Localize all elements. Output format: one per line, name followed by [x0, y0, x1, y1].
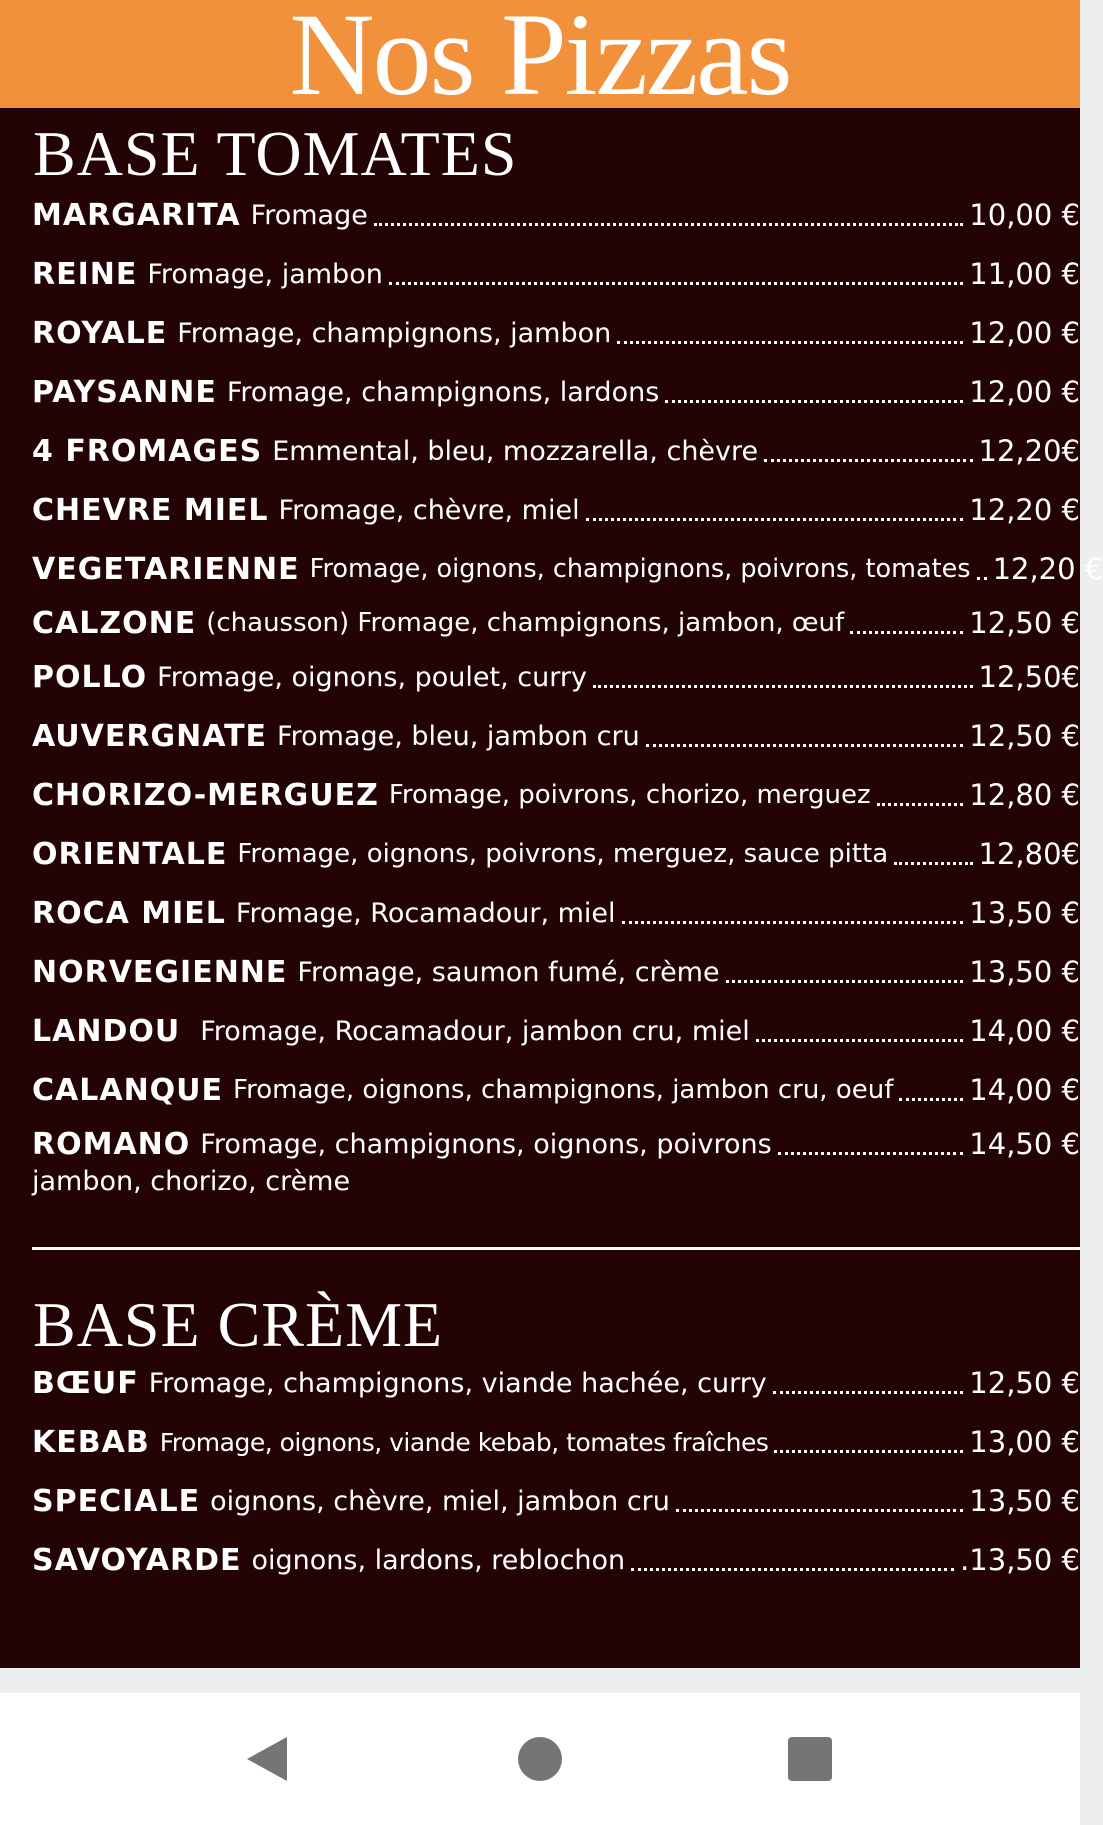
item-name: ROMANO — [32, 1126, 191, 1162]
menu-item — [32, 952, 1080, 992]
triangle-back-icon[interactable] — [241, 1733, 293, 1785]
leader-dots — [726, 980, 964, 983]
menu-item — [32, 372, 1080, 412]
section-divider — [32, 1247, 1080, 1250]
item-price: 14,50 € — [969, 1127, 1080, 1161]
item-price: 12,20 € — [969, 493, 1080, 527]
menu-item — [32, 893, 1080, 933]
item-name: REINE — [32, 256, 138, 292]
item-name: CALANQUE — [32, 1072, 224, 1108]
item-price: 13,50 € — [969, 896, 1080, 930]
leader-dots — [774, 1450, 963, 1453]
system-navigation-bar — [0, 1693, 1080, 1825]
menu-item — [32, 603, 1080, 643]
item-price: 12,50 € — [969, 606, 1080, 640]
item-description: oignons, chèvre, miel, jambon cru — [210, 1485, 670, 1517]
leader-dots — [665, 400, 963, 403]
item-name: NORVEGIENNE — [32, 954, 288, 990]
item-description: Fromage, champignons, jambon — [177, 317, 612, 349]
item-description: Fromage, jambon — [147, 258, 383, 290]
item-price: 12,50 € — [969, 1366, 1080, 1400]
item-price: 13,50 € — [969, 955, 1080, 989]
menu-item — [32, 1124, 1080, 1164]
item-description: Fromage, oignons, champignons, poivrons, tomates — [309, 554, 971, 584]
item-name: POLLO — [32, 659, 148, 695]
item-description: Fromage, Rocamadour, miel — [235, 897, 616, 929]
leader-dots — [764, 459, 972, 462]
item-description: Emmental, bleu, mozzarella, chèvre — [272, 435, 759, 467]
item-name: SPECIALE — [32, 1483, 201, 1519]
leader-dots — [877, 803, 964, 806]
item-price: .13,50 € — [960, 1543, 1080, 1577]
circle-home-icon[interactable] — [514, 1733, 566, 1785]
menu-item — [32, 490, 1080, 530]
item-description: Fromage, champignons, viande hachée, curry — [148, 1367, 767, 1399]
item-description: Fromage, chèvre, miel — [278, 494, 580, 526]
item-name: ORIENTALE — [32, 836, 228, 872]
leader-dots — [778, 1152, 964, 1155]
item-price: 13,50 € — [969, 1484, 1080, 1518]
item-name: CALZONE — [32, 605, 197, 641]
item-price: 12,20€ — [978, 434, 1080, 468]
item-name: PAYSANNE — [32, 374, 217, 410]
leader-dots — [894, 862, 972, 865]
item-description: Fromage — [250, 199, 368, 231]
item-description: Fromage, champignons, oignons, poivrons — [200, 1128, 772, 1160]
leader-dots — [850, 631, 963, 634]
leader-dots — [773, 1391, 964, 1394]
leader-dots — [593, 685, 973, 688]
item-description: Fromage, oignons, poivrons, merguez, sauce pitta — [237, 839, 889, 869]
item-price: 12,50 € — [969, 719, 1080, 753]
item-name: MARGARITA — [32, 197, 241, 233]
menu-item — [32, 834, 1080, 874]
leader-dots — [622, 921, 964, 924]
menu-item — [32, 1481, 1080, 1521]
item-price: 14,00 € — [969, 1073, 1080, 1107]
menu-title: Nos Pizzas — [289, 0, 791, 120]
menu-item — [32, 657, 1080, 697]
item-description: (chausson) Fromage, champignons, jambon, œuf — [206, 608, 845, 638]
item-description: Fromage, Rocamadour, jambon cru, miel — [200, 1015, 750, 1047]
leader-dots — [646, 744, 964, 747]
menu-item — [32, 775, 1080, 815]
square-recents-icon[interactable] — [784, 1733, 836, 1785]
item-name: KEBAB — [32, 1424, 150, 1460]
item-price: 12,80€ — [978, 837, 1080, 871]
menu-item — [32, 549, 1103, 589]
item-name: SAVOYARDE — [32, 1542, 242, 1578]
item-description: Fromage, oignons, poulet, curry — [157, 661, 587, 693]
item-description-continued: jambon, chorizo, crème — [32, 1166, 351, 1197]
item-name: ROYALE — [32, 315, 168, 351]
leader-dots — [756, 1039, 964, 1042]
item-name: VEGETARIENNE — [32, 551, 300, 587]
menu-item — [32, 313, 1080, 353]
item-description: Fromage, saumon fumé, crème — [297, 956, 720, 988]
menu-item — [32, 431, 1080, 471]
item-description: Fromage, oignons, champignons, jambon cru, oeuf — [233, 1075, 894, 1105]
menu-item — [32, 1363, 1080, 1403]
leader-dots — [899, 1098, 963, 1101]
item-description: Fromage, oignons, viande kebab, tomates fraîches — [159, 1427, 769, 1457]
leader-dots — [617, 341, 963, 344]
item-price: 12,00 € — [969, 316, 1080, 350]
leader-dots — [676, 1509, 963, 1512]
item-name: ROCA MIEL — [32, 895, 226, 931]
item-price: 11,00 € — [969, 257, 1080, 291]
leader-dots — [631, 1568, 954, 1571]
item-price: 12,80 € — [969, 778, 1080, 812]
section-title-base-creme: BASE CRÈME — [33, 1289, 444, 1360]
item-price: 14,00 € — [969, 1014, 1080, 1048]
item-description: Fromage, bleu, jambon cru — [277, 720, 640, 752]
item-description: Fromage, poivrons, chorizo, merguez — [388, 780, 871, 810]
item-name: CHORIZO-MERGUEZ — [32, 777, 379, 813]
item-price: 13,00 € — [969, 1425, 1080, 1459]
leader-dots — [977, 577, 987, 580]
leader-dots — [389, 282, 963, 285]
leader-dots — [586, 518, 964, 521]
section-title-base-tomates: BASE TOMATES — [33, 118, 518, 189]
item-price: 12,00 € — [969, 375, 1080, 409]
item-price: 12,20 € — [992, 552, 1103, 586]
item-description: Fromage, champignons, lardons — [226, 376, 660, 408]
item-name: LANDOU — [32, 1013, 181, 1049]
item-name: BŒUF — [32, 1365, 139, 1401]
menu-item — [32, 1422, 1080, 1462]
menu-item — [32, 716, 1080, 756]
menu-item — [32, 254, 1080, 294]
menu-item — [32, 1070, 1080, 1110]
item-price: 10,00 € — [969, 198, 1080, 232]
item-name: 4 FROMAGES — [32, 433, 263, 469]
menu-item — [32, 1011, 1080, 1051]
item-description: oignons, lardons, reblochon — [251, 1544, 626, 1576]
item-name: CHEVRE MIEL — [32, 492, 269, 528]
item-name: AUVERGNATE — [32, 718, 268, 754]
title-banner — [0, 0, 1080, 120]
menu-item — [32, 1540, 1080, 1580]
menu-item — [32, 195, 1080, 235]
item-price: 12,50€ — [978, 660, 1080, 694]
leader-dots — [374, 223, 963, 226]
